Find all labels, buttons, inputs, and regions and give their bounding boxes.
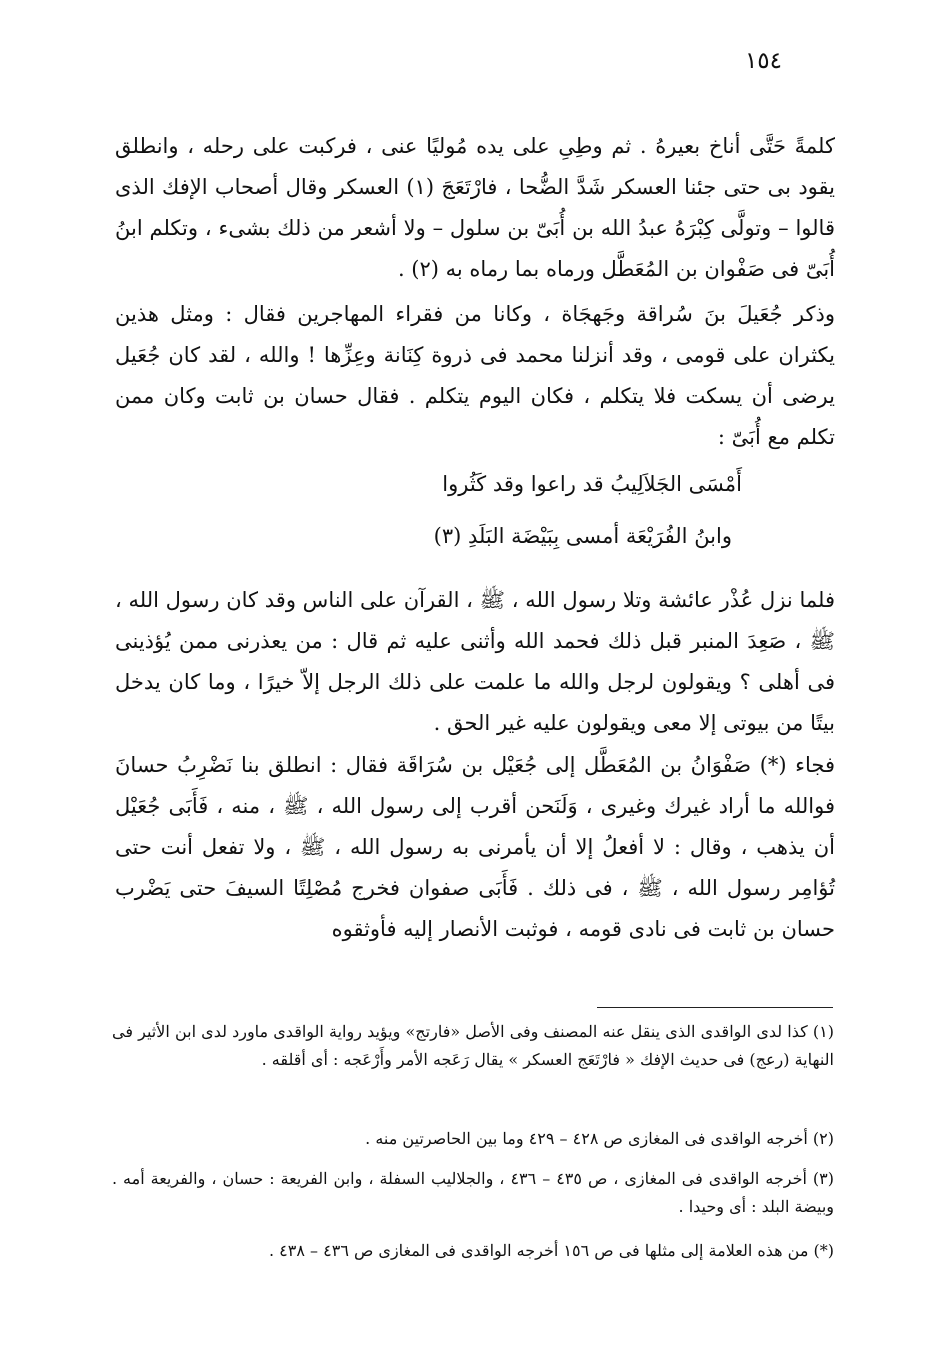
- footnote-4: (*) من هذه العلامة إلى مثلها فى ص ١٥٦ أخرجه الواقدى فى المغازى ص ٤٣٦ – ٤٣٨ .: [269, 1241, 834, 1260]
- paragraph-4: فجاء (*) صَفْوَانُ بن المُعَطَّل إلى جُعَيْل بن سُرَاقَة فقال : انطلق بنا نَضْرِبُ حسانَ فوالله ما أراد غيرك وغيرى ، وَلَنَحن أقرب إلى رسول الله ، ﷺ ، منه ، فَأَبَى جُعَيْل أن يذهب ، وقال : لا أفعلُ إلا أن يأمرنى به رسول الله ، ﷺ ، ولا تفعل أنت حتى تُؤامِر رسول الله ، ﷺ ، فى ذلك . فَأَبَى صفوان فخرج مُصْلِتًا السيفَ حتى يَضْرب حسان بن ثابت فى نادى قومه ، فوثبت الأنصار إليه فأوثقوه: [115, 753, 835, 941]
- paragraph-1: كلمةً حَتَّى أناخ بعيرهُ . ثم وطِىِ على يده مُوليًا عنى ، فركبت على رحله ، وانطلق يقود بى حتى جئنا العسكر شَدَّ الضُّحا ، فارْتَعَجَ (١) العسكر وقال أصحاب الإفك الذى قالوا – وتولَّى كِبْرَهُ عبدُ الله بن أُبَىّ بن سلول – ولا أشعر من ذلك بشىء ، وتكلم ابنُ أُبَىّ فى صَفْوان بن المُعَطَّل ورماه بما رماه به (٢) .: [115, 134, 835, 281]
- footnote-divider: [597, 1007, 833, 1008]
- page-number: ١٥٤: [744, 48, 782, 74]
- poem-verse-1: أَمْسَى الجَلاَلِيبُ قد راعوا وقد كَثُروا: [442, 472, 742, 496]
- paragraph-2: وذكر جُعَيلَ بنَ سُراقة وجَهجَاة ، وكانا من فقراء المهاجرين فقال : ومثل هذين يكثران على قومى ، وقد أنزلنا محمد فى ذروة كِنَانة وعِزِّها ! والله ، لقد كان جُعَيل يرضى أن يسكت فلا يتكلم ، فكان اليوم يتكلم . فقال حسان بن ثابت وكان ممن تكلم مع أُبَىّ :: [115, 302, 835, 449]
- footnote-3: (٣) أخرجه الواقدى فى المغازى ، ص ٤٣٥ – ٤٣٦ ، والجلاليب السفلة ، وابن الفريعة : حسان ، والفريعة أمه . وبيضة البلد : أى وحيدا .: [112, 1169, 835, 1216]
- paragraph-3: فلما نزل عُذْر عائشة وتلا رسول الله ، ﷺ ، القرآن على الناس وقد كان رسول الله ، ﷺ ، صَعِدَ المنبر قبل ذلك فحمد الله وأثنى عليه ثم قال : من يعذرنى ممن يُؤذينى فى أهلى ؟ ويقولون لرجل والله ما علمت على ذلك الرجل إلاّ خيرًا ، وما كان يدخل بيتًا من بيوتى إلا معى ويقولون عليه غير الحق .: [115, 588, 835, 735]
- footnote-2: (٢) أخرجه الواقدى فى المغازى ص ٤٢٨ – ٤٢٩ وما بين الحاصرتين منه .: [365, 1129, 834, 1148]
- footnote-1: (١) كذا لدى الواقدى الذى ينقل عنه المصنف وفى الأصل «فارتج» ويؤيد رواية الواقدى ماورد لدى ابن الأثير فى النهاية (رعج) فى حديث الإفك « فارْتَعَج العسكر » يقال رَعَجه الأمر وأَرْعَجه : أى أقلقه .: [112, 1022, 834, 1069]
- poem-verse-2: وابنُ الفُرَيْعَة أمسى بِبَيْضَة البَلَدِ (٣): [433, 524, 732, 548]
